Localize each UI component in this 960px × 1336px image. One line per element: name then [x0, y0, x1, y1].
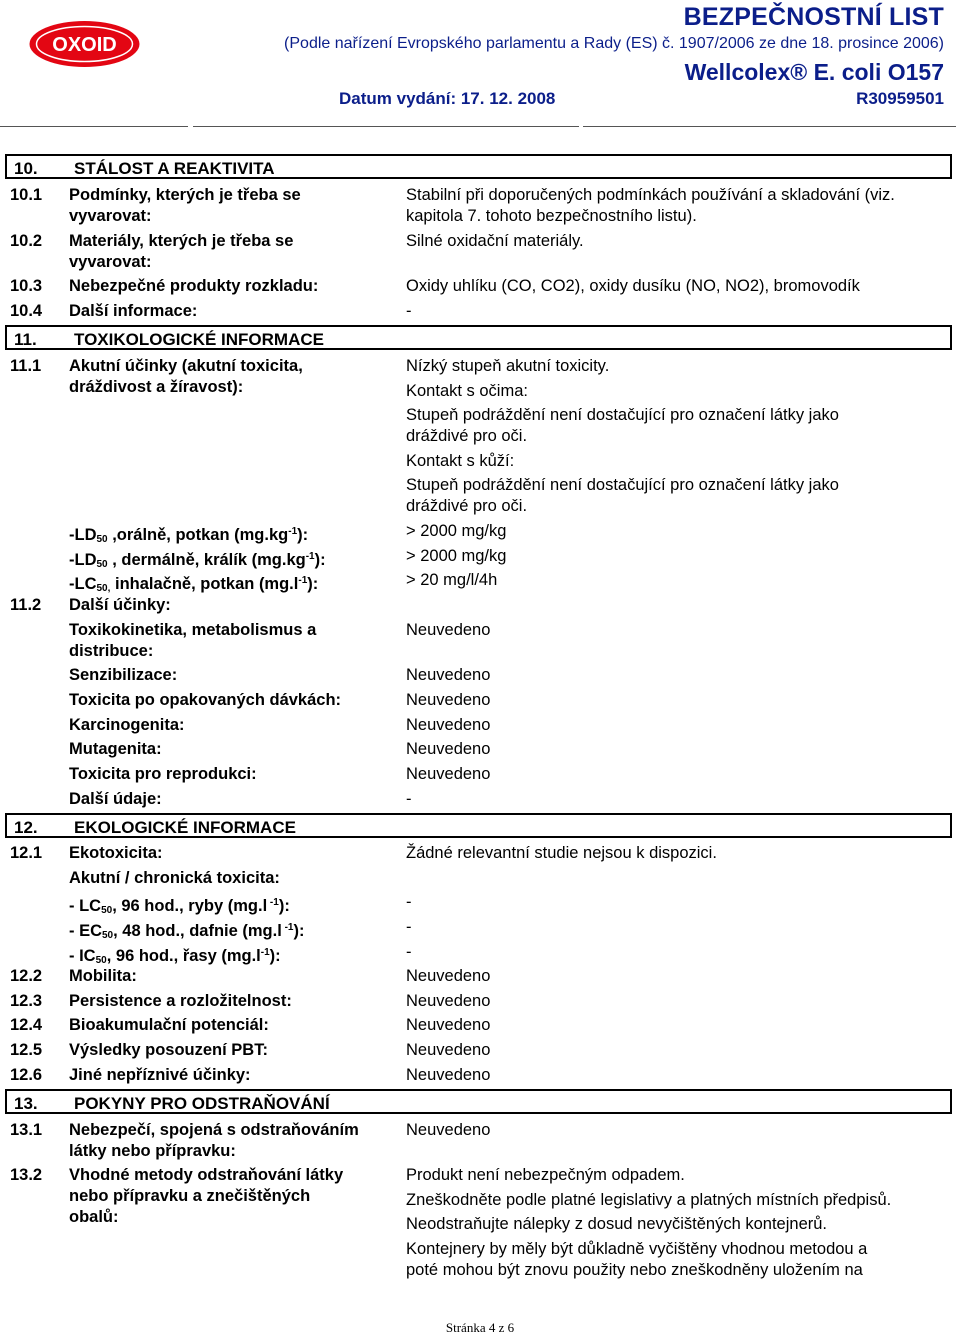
svg-text:OXOID: OXOID [52, 34, 117, 56]
regulation-subtitle: (Podle nařízení Evropského parlamentu a Rady (ES) č. 1907/2006 ze dne 18. prosince 2006) [284, 35, 944, 52]
row-label: Vhodné metody odstraňování látky [69, 1166, 344, 1184]
section-10-header [5, 154, 952, 179]
section-number: 12. [14, 818, 38, 837]
row-value: Neuvedeno [406, 691, 491, 709]
row-value: Kontakt s kůží: [406, 452, 515, 470]
row-value: Neodstraňujte nálepky z dosud nevyčištěných kontejnerů. [406, 1215, 827, 1233]
row-value: Oxidy uhlíku (CO, CO2), oxidy dusíku (NO, NO2), bromovodík [406, 277, 860, 295]
section-number: 13. [14, 1094, 38, 1113]
row-value: - [406, 302, 412, 320]
row-label: Mutagenita: [69, 740, 162, 758]
row-number: 12.4 [10, 1016, 43, 1034]
oxoid-logo [28, 20, 141, 68]
row-value: Neuvedeno [406, 1066, 491, 1084]
ec50-daphnia-value: - [406, 918, 412, 936]
section-title: STÁLOST A REAKTIVITA [74, 159, 275, 178]
row-value: Neuvedeno [406, 1041, 491, 1059]
row-value: kapitola 7. tohoto bezpečnostního listu). [406, 207, 697, 225]
header-divider [193, 126, 579, 127]
row-number: 10.2 [10, 232, 43, 250]
row-label: Další účinky: [69, 596, 171, 614]
product-code: R30959501 [856, 89, 944, 108]
row-value: dráždivé pro oči. [406, 427, 528, 445]
row-label: distribuce: [69, 642, 154, 660]
row-label: Další údaje: [69, 790, 162, 808]
row-label: obalů: [69, 1208, 119, 1226]
section-12-header [5, 813, 952, 838]
row-label: Nebezpečné produkty rozkladu: [69, 277, 319, 295]
row-label: Akutní účinky (akutní toxicita, [69, 357, 303, 375]
issue-date: Datum vydání: 17. 12. 2008 [339, 89, 556, 108]
row-number: 12.5 [10, 1041, 43, 1059]
row-label: Ekotoxicita: [69, 844, 163, 862]
lc50-fish-value: - [406, 893, 412, 911]
ec50-daphnia-label: - $EC_{50}$, 48 hod., dafnie (mg.l $^{-1}$): [69, 922, 305, 941]
row-number: 11.2 [10, 596, 42, 614]
row-value: Produkt není nebezpečným odpadem. [406, 1166, 685, 1184]
row-number: 13.1 [10, 1121, 43, 1139]
row-label: Karcinogenita: [69, 716, 185, 734]
row-label: Toxicita pro reprodukci: [69, 765, 257, 783]
page-number: Stránka 4 z 6 [445, 1320, 515, 1335]
row-label: dráždivost a žíravost): [69, 378, 244, 396]
ld50-oral-value: > 2000 mg/kg [406, 522, 507, 540]
row-value: Neuvedeno [406, 1121, 491, 1139]
row-label: Podmínky, kterých je třeba se [69, 186, 301, 204]
row-number: 12.3 [10, 992, 43, 1010]
ld50-dermal-value: > 2000 mg/kg [406, 547, 507, 565]
row-value: Kontakt s očima: [406, 382, 528, 400]
row-label: Senzibilizace: [69, 666, 178, 684]
row-value: Stabilní při doporučených podmínkách používání a skladování (viz. [406, 186, 895, 204]
row-value: Zneškodněte podle platné legislativy a platných místních předpisů. [406, 1191, 892, 1209]
section-title: EKOLOGICKÉ INFORMACE [74, 818, 296, 837]
row-value: Neuvedeno [406, 666, 491, 684]
row-value: Neuvedeno [406, 765, 491, 783]
row-label: vyvarovat: [69, 253, 152, 271]
row-label: Toxikokinetika, metabolismus a [69, 621, 317, 639]
row-label: Další informace: [69, 302, 198, 320]
row-value: Neuvedeno [406, 967, 491, 985]
row-label: látky nebo přípravku: [69, 1142, 236, 1160]
row-value: Neuvedeno [406, 621, 491, 639]
lc50-fish-label: - $LC_{50}$, 96 hod., ryby (mg.l $^{-1}$): [69, 897, 290, 916]
section-title: TOXIKOLOGICKÉ INFORMACE [74, 330, 324, 349]
row-label: Mobilita: [69, 967, 137, 985]
row-label: Bioakumulační potenciál: [69, 1016, 269, 1034]
section-number: 11. [14, 330, 37, 349]
lc50-inhalation-value: > 20 mg/l/4h [406, 571, 498, 589]
row-number: 10.4 [10, 302, 43, 320]
row-value: Neuvedeno [406, 992, 491, 1010]
header-divider [583, 126, 956, 127]
document-title: BEZPEČNOSTNÍ LIST [683, 3, 944, 31]
row-value: Kontejnery by měly být důkladně vyčištěny vhodnou metodou a [406, 1240, 868, 1258]
lc50-inhalation-label: $-LC_{50,}$ inhalačně, potkan $(mg.l^{-1})$: [69, 575, 319, 594]
row-number: 10.1 [10, 186, 43, 204]
row-label: vyvarovat: [69, 207, 152, 225]
row-label: Nebezpečí, spojená s odstraňováním [69, 1121, 359, 1139]
row-label: Materiály, kterých je třeba se [69, 232, 294, 250]
header-divider [0, 126, 188, 127]
product-name: Wellcolex® E. coli O157 [684, 59, 944, 85]
row-value: Neuvedeno [406, 716, 491, 734]
row-label: Persistence a rozložitelnost: [69, 992, 292, 1010]
row-value: poté mohou být znovu použity nebo zneškodněny uložením na [406, 1261, 863, 1279]
row-number: 11.1 [10, 357, 42, 375]
ld50-oral-label: $-LD_{50}$ ,orálně, potkan $(mg.kg^{-1})$: [69, 526, 309, 545]
row-value: - [406, 790, 412, 808]
section-title: POKYNY PRO ODSTRAŇOVÁNÍ [74, 1094, 330, 1113]
ld50-dermal-label: $-LD_{50}$ , dermálně, králík $(mg.kg^{-1})$: [69, 551, 326, 570]
row-value: Nízký stupeň akutní toxicity. [406, 357, 610, 375]
ic50-algae-label: - $IC_{50}$, 96 hod., řasy $(mg.l^{-1})$: [69, 947, 281, 966]
section-11-header [5, 325, 952, 350]
row-number: 12.1 [10, 844, 43, 862]
row-label: Jiné nepříznivé účinky: [69, 1066, 251, 1084]
row-value: Neuvedeno [406, 740, 491, 758]
ic50-algae-value: - [406, 943, 412, 961]
row-label: Toxicita po opakovaných dávkách: [69, 691, 342, 709]
row-value: Neuvedeno [406, 1016, 491, 1034]
row-value: Žádné relevantní studie nejsou k dispozici. [406, 844, 717, 862]
row-number: 10.3 [10, 277, 43, 295]
row-label: Výsledky posouzení PBT: [69, 1041, 268, 1059]
section-13-header [5, 1089, 952, 1114]
row-value: dráždivé pro oči. [406, 497, 528, 515]
row-label: nebo přípravku a znečištěných [69, 1187, 311, 1205]
row-number: 13.2 [10, 1166, 43, 1184]
row-number: 12.2 [10, 967, 43, 985]
row-number: 12.6 [10, 1066, 43, 1084]
row-label: Akutní / chronická toxicita: [69, 869, 280, 887]
row-value: Silné oxidační materiály. [406, 232, 584, 250]
row-value: Stupeň podráždění není dostačující pro označení látky jako [406, 406, 839, 424]
section-number: 10. [14, 159, 38, 178]
row-value: Stupeň podráždění není dostačující pro označení látky jako [406, 476, 839, 494]
